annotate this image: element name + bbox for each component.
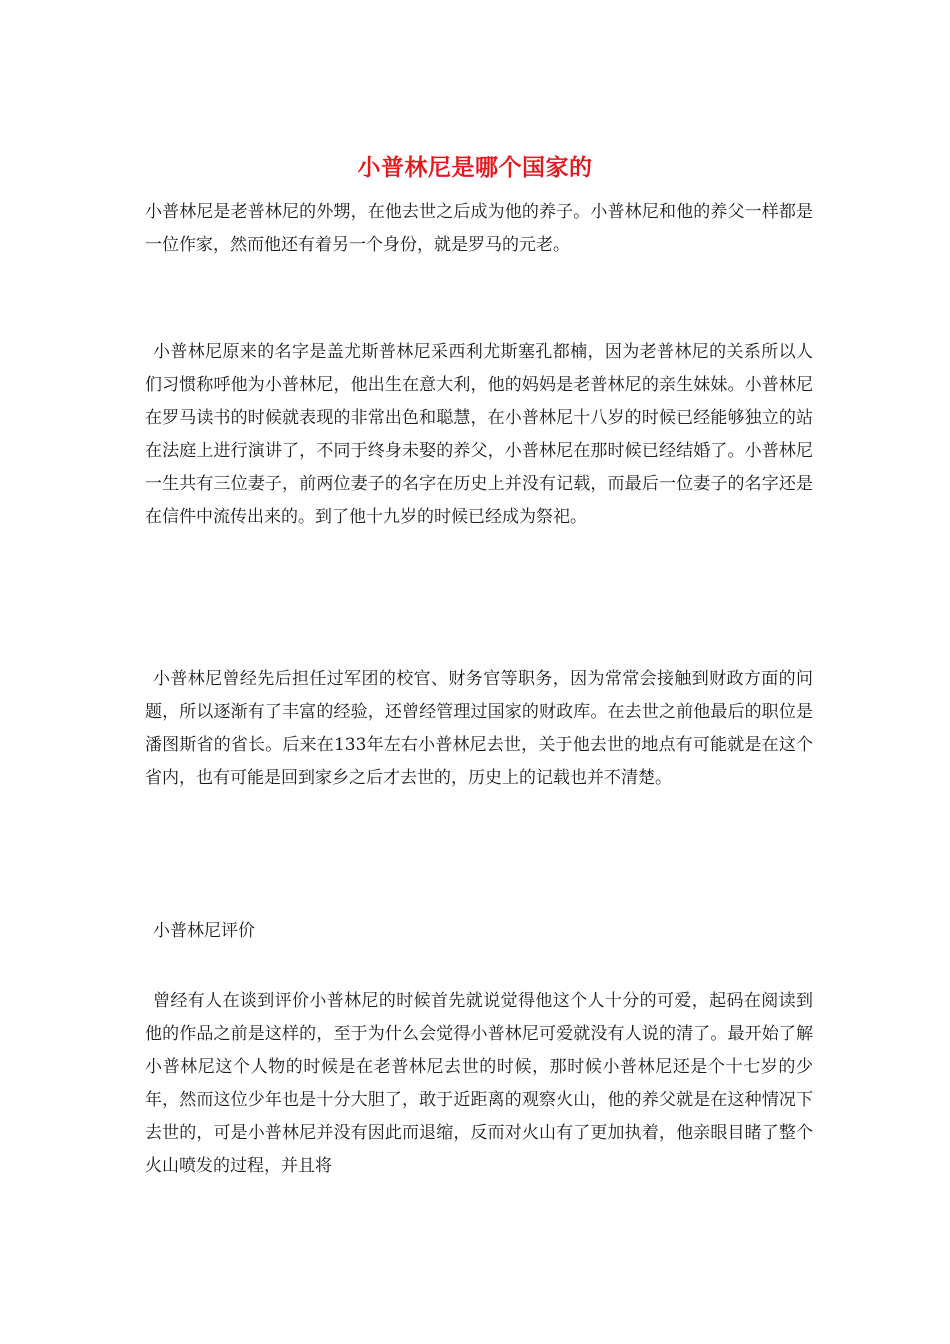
paragraph-intro: 小普林尼是老普林尼的外甥，在他去世之后成为他的养子。小普林尼和他的养父一样都是一位作家，然而他还有着另一个身份，就是罗马的元老。 xyxy=(145,202,813,255)
paragraph-biography: 小普林尼原来的名字是盖尤斯普林尼采西利尤斯塞孔都楠，因为老普林尼的关系所以人们习惯称呼他为小普林尼，他出生在意大利，他的妈妈是老普林尼的亲生妹妹。小普林尼在罗马读书的时候就表现的非常出色和聪慧，在小普林尼十八岁的时候已经能够独立的站在法庭上进行演讲了，不同于终身未娶的养父，小普林尼在那时候已经结婚了。小普林尼一生共有三位妻子，前两位妻子的名字在历史上并没有记载，而最后一位妻子的名字还是在信件中流传出来的。到了他十九岁的时候已经成为祭祀。 xyxy=(145,342,813,527)
document-title: 小普林尼是哪个国家的 xyxy=(357,154,593,181)
paragraph-career: 小普林尼曾经先后担任过军团的校官、财务官等职务，因为常常会接触到财政方面的问题，所以逐渐有了丰富的经验，还曾经管理过国家的财政库。在去世之前他最后的职位是潘图斯省的省长。后来在133年左右小普林尼去世，关于他去世的地点有可能就是在这个省内，也有可能是回到家乡之后才去世的，历史上的记载也并不清楚。 xyxy=(145,669,813,788)
paragraph-evaluation: 曾经有人在谈到评价小普林尼的时候首先就说觉得他这个人十分的可爱，起码在阅读到他的作品之前是这样的，至于为什么会觉得小普林尼可爱就没有人说的清了。最开始了解小普林尼这个人物的时候是在老普林尼去世的时候，那时候小普林尼还是个十七岁的少年，然而这位少年也是十分大胆了，敢于近距离的观察火山，他的养父就是在这种情况下去世的，可是小普林尼并没有因此而退缩，反而对火山有了更加执着，他亲眼目睹了整个火山喷发的过程，并且将 xyxy=(145,991,813,1176)
section-heading-evaluation: 小普林尼评价 xyxy=(153,921,255,941)
